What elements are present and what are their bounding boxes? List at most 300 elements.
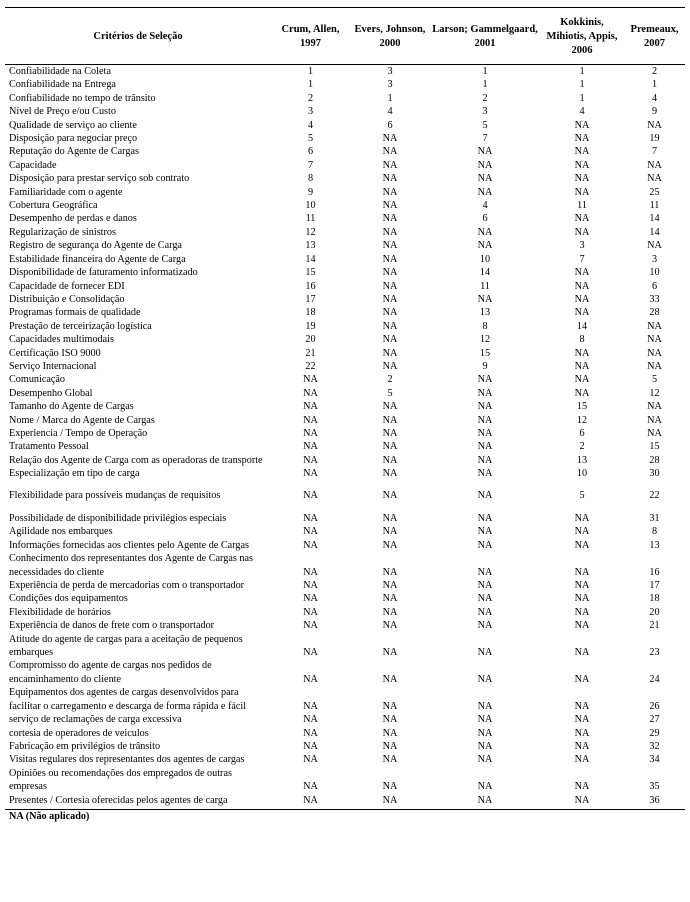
- cell-crum-allen: 15: [305, 267, 316, 279]
- cell-larson-gammelgaard: NA: [477, 513, 493, 524]
- cell-crum-allen: NA: [303, 441, 318, 453]
- cell-criteria: Reputação do Agente de Cargas: [9, 146, 139, 158]
- cell-crum-allen: NA: [303, 727, 318, 739]
- cell-larson-gammelgaard: NA: [477, 226, 493, 238]
- cell-premeaux: 23: [649, 647, 660, 659]
- cell-premeaux: 17: [649, 580, 660, 592]
- cell-criteria: Compromisso do agente de cargas nos pedidos de encaminhamento do cliente: [9, 660, 212, 685]
- cell-premeaux: 27: [649, 714, 660, 726]
- table-row: [5, 606, 685, 619]
- cell-evers-johnson: NA: [382, 414, 398, 426]
- cell-larson-gammelgaard: NA: [477, 566, 493, 578]
- cell-larson-gammelgaard: NA: [477, 794, 493, 806]
- cell-kokkinis-mihiotis-appis: 5: [579, 489, 585, 501]
- cell-premeaux: 12: [649, 387, 660, 399]
- cell-crum-allen: NA: [303, 387, 318, 399]
- cell-kokkinis-mihiotis-appis: NA: [574, 781, 590, 793]
- cell-criteria: Especialização em tipo de carga: [9, 468, 140, 480]
- cell-larson-gammelgaard: NA: [477, 454, 493, 466]
- cell-crum-allen: NA: [303, 489, 318, 501]
- cell-evers-johnson: 3: [387, 79, 393, 91]
- cell-larson-gammelgaard: NA: [477, 620, 493, 632]
- cell-crum-allen: 7: [307, 159, 314, 171]
- cell-premeaux: NA: [647, 159, 662, 171]
- cell-kokkinis-mihiotis-appis: NA: [574, 146, 590, 158]
- cell-larson-gammelgaard: NA: [477, 186, 493, 198]
- cell-larson-gammelgaard: NA: [477, 673, 493, 685]
- cell-crum-allen: 13: [305, 240, 316, 252]
- cell-kokkinis-mihiotis-appis: NA: [574, 360, 590, 372]
- cell-crum-allen: NA: [303, 647, 318, 659]
- cell-criteria: Cobertura Geográfica: [9, 200, 98, 212]
- cell-crum-allen: NA: [303, 374, 318, 386]
- table-row: [5, 552, 685, 579]
- cell-premeaux: NA: [647, 427, 662, 439]
- cell-evers-johnson: 3: [387, 66, 393, 77]
- cell-larson-gammelgaard: NA: [477, 593, 493, 605]
- cell-premeaux: 28: [649, 454, 660, 466]
- cell-criteria: Condições dos equipamentos: [9, 593, 128, 605]
- cell-crum-allen: 22: [305, 360, 316, 372]
- cell-criteria: Confiabilidade na Entrega: [9, 79, 116, 91]
- cell-crum-allen: 2: [307, 92, 314, 104]
- cell-evers-johnson: NA: [382, 347, 398, 359]
- table-row: [5, 373, 685, 386]
- table-row: [5, 525, 685, 538]
- cell-larson-gammelgaard: 14: [479, 267, 491, 279]
- cell-evers-johnson: 1: [387, 92, 393, 104]
- cell-larson-gammelgaard: NA: [477, 374, 493, 386]
- cell-kokkinis-mihiotis-appis: NA: [574, 673, 590, 685]
- cell-premeaux: 34: [649, 754, 660, 766]
- cell-evers-johnson: NA: [382, 714, 398, 726]
- cell-evers-johnson: NA: [382, 454, 398, 466]
- cell-evers-johnson: NA: [382, 307, 398, 319]
- cell-larson-gammelgaard: NA: [477, 468, 493, 480]
- cell-criteria: Certificação ISO 9000: [9, 347, 101, 359]
- cell-criteria: Desempenho Global: [9, 387, 93, 399]
- cell-evers-johnson: NA: [382, 700, 398, 712]
- cell-criteria: Registro de segurança do Agente de Carga: [9, 240, 182, 252]
- cell-crum-allen: 1: [307, 66, 314, 77]
- table-row: [5, 740, 685, 753]
- cell-larson-gammelgaard: NA: [477, 740, 493, 752]
- table-row: [5, 579, 685, 592]
- table-row: [5, 320, 685, 333]
- cell-evers-johnson: NA: [382, 526, 398, 538]
- cell-crum-allen: 12: [305, 226, 316, 238]
- cell-crum-allen: NA: [303, 580, 318, 592]
- cell-crum-allen: NA: [303, 794, 318, 806]
- table-row: [5, 119, 685, 132]
- cell-larson-gammelgaard: NA: [477, 293, 493, 305]
- cell-larson-gammelgaard: 8: [482, 320, 488, 332]
- cell-kokkinis-mihiotis-appis: NA: [574, 387, 590, 399]
- cell-evers-johnson: 6: [387, 119, 393, 131]
- cell-larson-gammelgaard: 12: [479, 334, 491, 346]
- table-row: [5, 172, 685, 185]
- table-row: [5, 199, 685, 212]
- cell-larson-gammelgaard: NA: [477, 401, 493, 413]
- cell-evers-johnson: NA: [382, 186, 398, 198]
- footnote: NA (Não aplicado): [9, 810, 90, 822]
- table-row: [5, 753, 685, 766]
- cell-kokkinis-mihiotis-appis: 10: [576, 468, 588, 480]
- cell-evers-johnson: NA: [382, 360, 398, 372]
- table-row: [5, 145, 685, 158]
- cell-kokkinis-mihiotis-appis: 2: [579, 441, 585, 453]
- cell-crum-allen: NA: [303, 781, 318, 793]
- cell-kokkinis-mihiotis-appis: NA: [574, 754, 590, 766]
- cell-crum-allen: 8: [307, 173, 314, 185]
- cell-crum-allen: NA: [303, 566, 318, 578]
- cell-premeaux: 31: [649, 513, 660, 524]
- cell-evers-johnson: NA: [382, 593, 398, 605]
- cell-criteria: Disponibilidade de faturamento informatizado: [9, 267, 198, 279]
- cell-evers-johnson: NA: [382, 468, 398, 480]
- cell-evers-johnson: NA: [382, 427, 398, 439]
- cell-larson-gammelgaard: NA: [477, 387, 493, 399]
- cell-evers-johnson: NA: [382, 489, 398, 501]
- cell-premeaux: 22: [649, 489, 660, 501]
- cell-kokkinis-mihiotis-appis: 12: [576, 414, 588, 426]
- cell-premeaux: 14: [649, 226, 660, 238]
- table-row: [5, 360, 685, 373]
- table-row: [5, 65, 685, 79]
- cell-criteria: Atitude do agente de cargas para a aceitação de pequenos embarques: [9, 633, 243, 659]
- table-row: [5, 481, 685, 502]
- table-row: [5, 539, 685, 552]
- selection-criteria-table-wrapper: [5, 0, 685, 823]
- cell-kokkinis-mihiotis-appis: NA: [574, 620, 590, 632]
- cell-crum-allen: NA: [303, 427, 318, 439]
- cell-premeaux: 5: [651, 374, 658, 386]
- cell-kokkinis-mihiotis-appis: NA: [574, 700, 590, 712]
- cell-premeaux: 21: [649, 620, 660, 632]
- cell-crum-allen: NA: [303, 606, 318, 618]
- table-row: [5, 633, 685, 660]
- header-crum-allen: Crum, Allen, 1997: [281, 24, 340, 49]
- cell-premeaux: 29: [649, 727, 660, 739]
- table-row: [5, 794, 685, 807]
- cell-larson-gammelgaard: NA: [477, 489, 493, 501]
- cell-premeaux: 32: [649, 740, 660, 752]
- cell-criteria: Flexibilidade para possíveis mudanças de requisitos: [9, 489, 221, 501]
- cell-kokkinis-mihiotis-appis: NA: [574, 119, 590, 131]
- cell-kokkinis-mihiotis-appis: 7: [579, 253, 585, 265]
- cell-kokkinis-mihiotis-appis: NA: [574, 580, 590, 592]
- cell-premeaux: NA: [647, 320, 662, 332]
- cell-crum-allen: 14: [305, 253, 316, 265]
- table-row: [5, 619, 685, 632]
- cell-premeaux: NA: [647, 173, 662, 185]
- cell-criteria: Capacidades multimodais: [9, 334, 114, 346]
- table-row: [5, 387, 685, 400]
- cell-crum-allen: NA: [303, 468, 318, 480]
- cell-larson-gammelgaard: 2: [482, 92, 488, 104]
- cell-criteria: Distribuição e Consolidação: [9, 293, 125, 305]
- cell-evers-johnson: NA: [382, 226, 398, 238]
- cell-evers-johnson: 4: [387, 106, 393, 118]
- cell-crum-allen: NA: [303, 539, 318, 551]
- cell-crum-allen: 18: [305, 307, 316, 319]
- cell-criteria: Regularização de sinistros: [9, 226, 116, 238]
- cell-evers-johnson: NA: [382, 133, 398, 145]
- cell-kokkinis-mihiotis-appis: NA: [574, 173, 590, 185]
- table-row: [5, 713, 685, 726]
- cell-kokkinis-mihiotis-appis: NA: [574, 293, 590, 305]
- cell-premeaux: 9: [651, 106, 658, 118]
- cell-kokkinis-mihiotis-appis: 11: [577, 200, 587, 212]
- cell-premeaux: 4: [651, 92, 658, 104]
- cell-larson-gammelgaard: 1: [482, 66, 488, 77]
- cell-criteria: Agilidade nos embarques: [9, 526, 113, 538]
- cell-larson-gammelgaard: NA: [477, 526, 493, 538]
- cell-premeaux: 7: [651, 146, 658, 158]
- header-larson-gammelgaard: Larson; Gammelgaard, 2001: [432, 24, 538, 49]
- cell-criteria: Tratamento Pessoal: [9, 441, 89, 453]
- cell-kokkinis-mihiotis-appis: NA: [574, 133, 590, 145]
- cell-criteria: Nome / Marca do Agente de Cargas: [9, 414, 155, 426]
- table-row: [5, 767, 685, 794]
- cell-larson-gammelgaard: NA: [477, 539, 493, 551]
- table-row: [5, 92, 685, 105]
- cell-evers-johnson: NA: [382, 173, 398, 185]
- cell-evers-johnson: NA: [382, 566, 398, 578]
- selection-criteria-table: [5, 7, 685, 807]
- cell-premeaux: 8: [651, 526, 658, 538]
- cell-premeaux: NA: [647, 347, 662, 359]
- table-row: [5, 502, 685, 525]
- cell-crum-allen: NA: [303, 673, 318, 685]
- cell-larson-gammelgaard: NA: [477, 441, 493, 453]
- cell-larson-gammelgaard: NA: [477, 647, 493, 659]
- table-row: [5, 78, 685, 91]
- header-kokkinis-mihiotis-appis: Kokkinis, Mihiotis, Appis, 2006: [546, 17, 618, 56]
- cell-evers-johnson: NA: [382, 647, 398, 659]
- cell-kokkinis-mihiotis-appis: NA: [574, 280, 590, 292]
- cell-criteria: Experiência de perda de mercadorias com o transportador: [9, 580, 245, 592]
- table-row: [5, 306, 685, 319]
- table-row: [5, 333, 685, 346]
- table-row: [5, 347, 685, 360]
- cell-larson-gammelgaard: 15: [479, 347, 491, 359]
- cell-premeaux: 16: [649, 566, 660, 578]
- cell-kokkinis-mihiotis-appis: 6: [579, 427, 585, 439]
- cell-criteria: Informações fornecidas aos clientes pelo Agente de Cargas: [9, 539, 249, 551]
- cell-premeaux: 36: [649, 794, 660, 806]
- cell-evers-johnson: NA: [382, 240, 398, 252]
- cell-evers-johnson: 5: [387, 387, 393, 399]
- cell-premeaux: 2: [651, 66, 658, 77]
- cell-evers-johnson: NA: [382, 513, 398, 524]
- cell-kokkinis-mihiotis-appis: NA: [574, 226, 590, 238]
- cell-kokkinis-mihiotis-appis: 14: [576, 320, 588, 332]
- cell-kokkinis-mihiotis-appis: 8: [579, 334, 585, 346]
- header-premeaux: Premeaux, 2007: [630, 24, 679, 49]
- cell-crum-allen: 3: [307, 106, 314, 118]
- cell-kokkinis-mihiotis-appis: NA: [574, 606, 590, 618]
- cell-criteria: Familiaridade com o agente: [9, 186, 123, 198]
- cell-evers-johnson: NA: [382, 539, 398, 551]
- cell-premeaux: NA: [647, 240, 662, 252]
- cell-criteria: Estabilidade financeira do Agente de Carga: [9, 253, 186, 265]
- cell-criteria: Opiniões ou recomendações dos empregados de outras empresas: [9, 767, 232, 793]
- cell-crum-allen: 9: [307, 186, 314, 198]
- cell-evers-johnson: NA: [382, 334, 398, 346]
- cell-criteria: Visitas regulares dos representantes dos agentes de cargas: [9, 754, 245, 766]
- cell-evers-johnson: NA: [382, 213, 398, 225]
- cell-crum-allen: 5: [307, 133, 314, 145]
- cell-crum-allen: NA: [303, 513, 318, 524]
- cell-premeaux: 14: [649, 213, 660, 225]
- cell-larson-gammelgaard: NA: [477, 580, 493, 592]
- cell-criteria: cortesia de operadores de veiculos: [9, 727, 149, 739]
- cell-premeaux: 30: [649, 468, 660, 480]
- cell-criteria: Serviço Internacional: [9, 360, 97, 372]
- cell-crum-allen: 6: [307, 146, 314, 158]
- cell-evers-johnson: NA: [382, 159, 398, 171]
- cell-kokkinis-mihiotis-appis: NA: [574, 347, 590, 359]
- cell-evers-johnson: NA: [382, 253, 398, 265]
- cell-kokkinis-mihiotis-appis: NA: [574, 159, 590, 171]
- cell-crum-allen: 19: [305, 320, 316, 332]
- cell-crum-allen: 11: [305, 213, 316, 225]
- cell-crum-allen: NA: [303, 740, 318, 752]
- table-row: [5, 266, 685, 279]
- cell-criteria: Conhecimento dos representantes dos Agente de Cargas nas necessidades do cliente: [9, 553, 253, 578]
- table-row: [5, 280, 685, 293]
- cell-criteria: Prestação de terceirização logística: [9, 320, 152, 332]
- table-row: [5, 212, 685, 225]
- cell-evers-johnson: NA: [382, 200, 398, 212]
- cell-larson-gammelgaard: NA: [477, 727, 493, 739]
- cell-kokkinis-mihiotis-appis: 1: [579, 92, 585, 104]
- cell-premeaux: 11: [649, 200, 660, 212]
- cell-evers-johnson: NA: [382, 320, 398, 332]
- cell-crum-allen: NA: [303, 620, 318, 632]
- cell-larson-gammelgaard: 9: [482, 360, 488, 372]
- cell-premeaux: 33: [649, 293, 660, 305]
- table-row: [5, 440, 685, 453]
- cell-crum-allen: NA: [303, 700, 318, 712]
- cell-evers-johnson: NA: [382, 673, 398, 685]
- cell-larson-gammelgaard: NA: [477, 714, 493, 726]
- cell-kokkinis-mihiotis-appis: NA: [574, 539, 590, 551]
- table-row: [5, 159, 685, 172]
- cell-kokkinis-mihiotis-appis: NA: [574, 307, 590, 319]
- cell-larson-gammelgaard: NA: [477, 240, 493, 252]
- table-row: [5, 686, 685, 713]
- cell-criteria: Confiabilidade na Coleta: [9, 66, 111, 77]
- cell-crum-allen: NA: [303, 593, 318, 605]
- cell-larson-gammelgaard: 1: [482, 79, 488, 91]
- cell-evers-johnson: NA: [382, 441, 398, 453]
- cell-larson-gammelgaard: NA: [477, 427, 493, 439]
- cell-criteria: Fabricação em privilégios de trânsito: [9, 740, 161, 752]
- cell-evers-johnson: NA: [382, 754, 398, 766]
- cell-premeaux: NA: [647, 334, 662, 346]
- cell-premeaux: 6: [651, 280, 658, 292]
- cell-larson-gammelgaard: 3: [482, 106, 488, 118]
- header-evers-johnson: Evers, Johnson, 2000: [354, 24, 426, 49]
- cell-kokkinis-mihiotis-appis: NA: [574, 213, 590, 225]
- cell-premeaux: NA: [647, 119, 662, 131]
- cell-kokkinis-mihiotis-appis: NA: [574, 186, 590, 198]
- cell-criteria: Capacidade: [9, 159, 57, 171]
- cell-larson-gammelgaard: 11: [480, 280, 490, 292]
- cell-criteria: Disposição para prestar serviço sob contrato: [9, 173, 190, 185]
- table-row: [5, 253, 685, 266]
- cell-crum-allen: NA: [303, 414, 318, 426]
- cell-evers-johnson: NA: [382, 794, 398, 806]
- cell-premeaux: 1: [651, 79, 658, 91]
- cell-kokkinis-mihiotis-appis: 15: [576, 401, 588, 413]
- cell-crum-allen: NA: [303, 714, 318, 726]
- cell-crum-allen: 17: [305, 293, 316, 305]
- cell-larson-gammelgaard: 4: [482, 200, 488, 212]
- cell-larson-gammelgaard: NA: [477, 606, 493, 618]
- cell-criteria: Disposição para negociar preço: [9, 133, 138, 145]
- table-row: [5, 427, 685, 440]
- table-row: [5, 659, 685, 686]
- cell-kokkinis-mihiotis-appis: NA: [574, 526, 590, 538]
- cell-kokkinis-mihiotis-appis: NA: [574, 714, 590, 726]
- cell-premeaux: 28: [649, 307, 660, 319]
- cell-kokkinis-mihiotis-appis: 13: [576, 454, 588, 466]
- cell-criteria: Experiencia / Tempo de Operação: [9, 427, 148, 439]
- cell-larson-gammelgaard: NA: [477, 146, 493, 158]
- cell-crum-allen: 10: [305, 200, 316, 212]
- cell-criteria: Comunicação: [9, 374, 66, 386]
- cell-kokkinis-mihiotis-appis: NA: [574, 267, 590, 279]
- cell-larson-gammelgaard: NA: [477, 781, 493, 793]
- cell-premeaux: 26: [649, 700, 660, 712]
- table-row: [5, 400, 685, 413]
- cell-premeaux: 13: [649, 539, 660, 551]
- cell-crum-allen: 4: [307, 119, 314, 131]
- cell-premeaux: 20: [649, 606, 660, 618]
- cell-evers-johnson: NA: [382, 727, 398, 739]
- cell-premeaux: 10: [649, 267, 660, 279]
- table-row: [5, 467, 685, 480]
- cell-kokkinis-mihiotis-appis: NA: [574, 566, 590, 578]
- cell-crum-allen: NA: [303, 526, 318, 538]
- cell-premeaux: 25: [649, 186, 660, 198]
- cell-kokkinis-mihiotis-appis: NA: [574, 374, 590, 386]
- cell-evers-johnson: NA: [382, 267, 398, 279]
- cell-premeaux: 15: [649, 441, 660, 453]
- cell-evers-johnson: 2: [387, 374, 393, 386]
- cell-criteria: Desempenho de perdas e danos: [9, 213, 137, 225]
- cell-premeaux: 24: [649, 673, 660, 685]
- table-row: [5, 239, 685, 252]
- table-row: [5, 414, 685, 427]
- table-row: [5, 226, 685, 239]
- cell-crum-allen: NA: [303, 401, 318, 413]
- cell-premeaux: 18: [649, 593, 660, 605]
- cell-criteria: Tamanho do Agente de Cargas: [9, 401, 134, 413]
- cell-larson-gammelgaard: 5: [482, 119, 488, 131]
- cell-kokkinis-mihiotis-appis: NA: [574, 513, 590, 524]
- cell-criteria: Nível de Preço e/ou Custo: [9, 106, 116, 118]
- cell-evers-johnson: NA: [382, 280, 398, 292]
- cell-premeaux: 35: [649, 781, 660, 793]
- table-row: [5, 105, 685, 118]
- cell-evers-johnson: NA: [382, 580, 398, 592]
- table-row: [5, 186, 685, 199]
- cell-criteria: Flexibilidade de horários: [9, 606, 111, 618]
